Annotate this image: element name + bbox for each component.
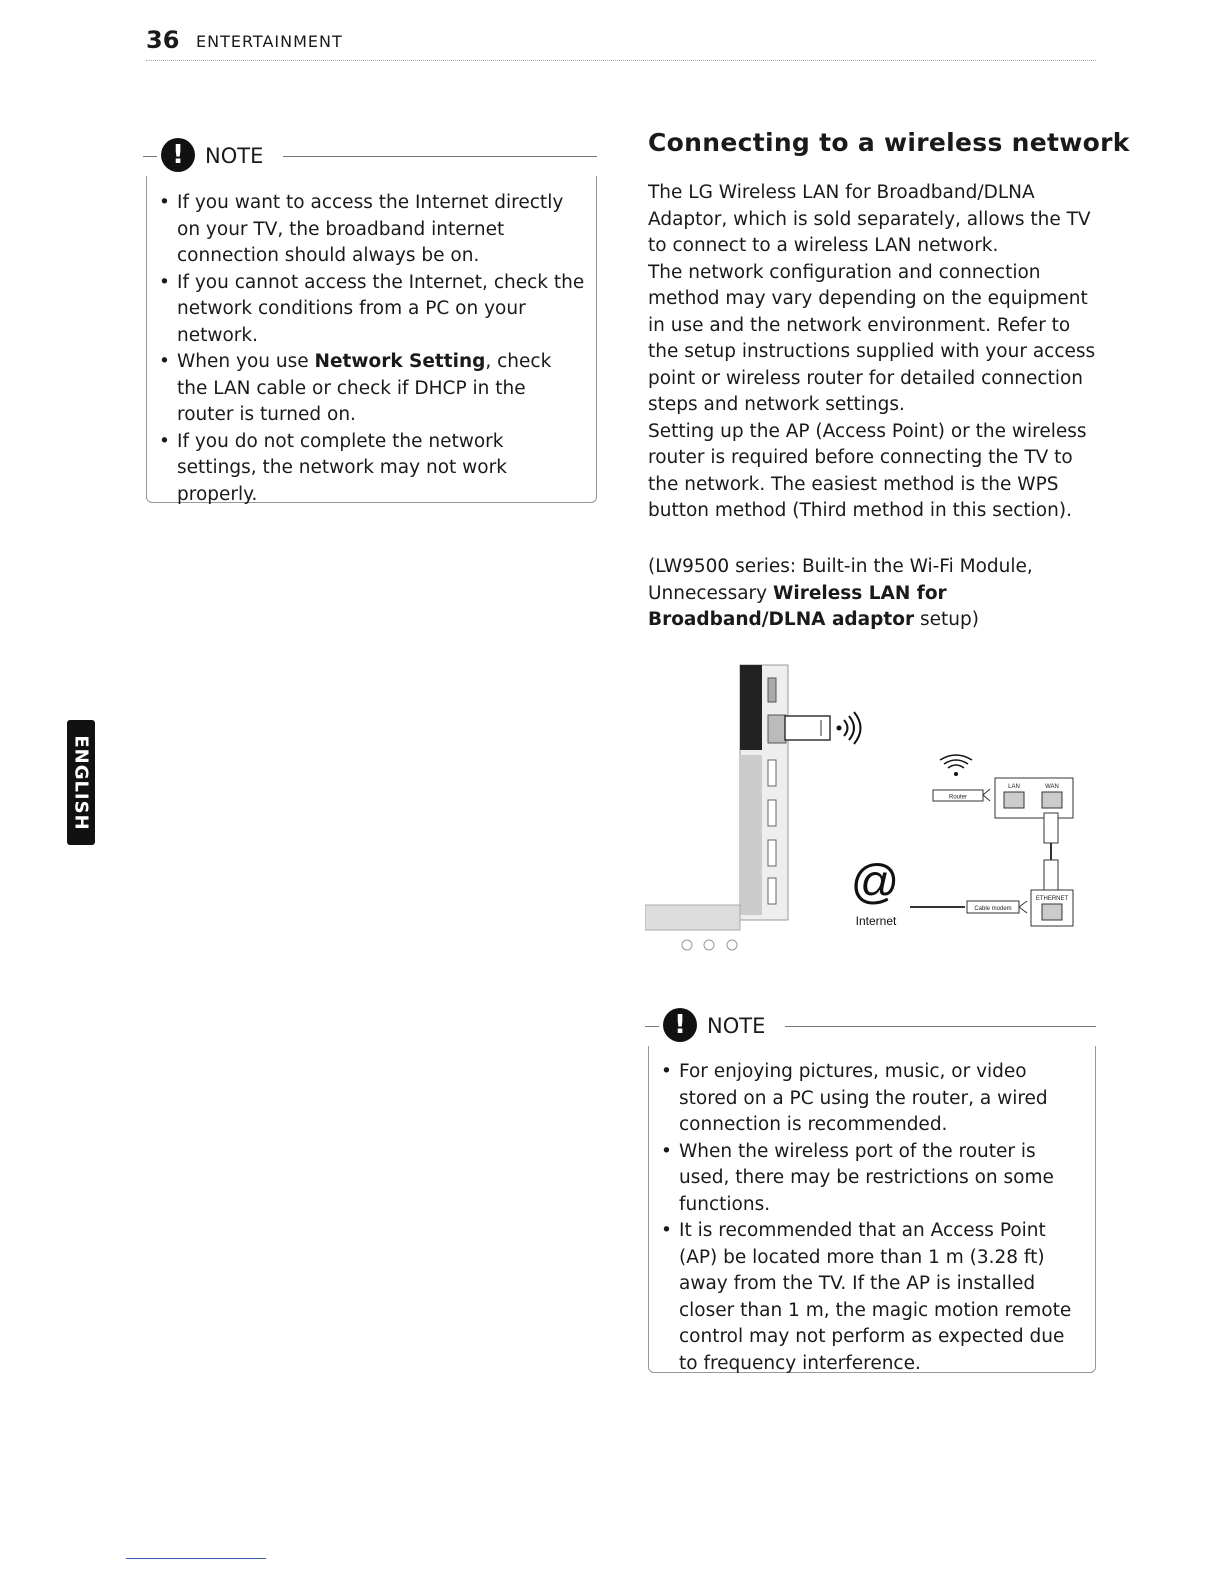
list-item: • If you do not complete the network settings, the network may not work properly. xyxy=(147,429,586,509)
internet-label: Internet xyxy=(855,914,897,928)
cable-modem-label: Cable modem xyxy=(974,906,1012,912)
note-label: NOTE xyxy=(205,144,264,168)
lan-label: LAN xyxy=(1008,784,1020,790)
note-box-left xyxy=(146,140,597,505)
note-list xyxy=(147,190,596,508)
series-note: (LW9500 series: Built-in the Wi-Fi Module, Unnecessary Wireless LAN for Broadband/DLNA adaptor setup) xyxy=(648,556,1033,630)
router-label: Router xyxy=(948,794,968,801)
note-header xyxy=(645,1010,1096,1046)
router-wifi-icon xyxy=(940,755,972,776)
section-title: Connecting to a wireless network xyxy=(648,128,1130,157)
page-number: 36 xyxy=(146,26,180,54)
language-tab xyxy=(67,720,95,845)
language-tab-label: ENGLISH xyxy=(70,734,92,831)
ethernet-label: ETHERNET xyxy=(1035,896,1069,902)
wifi-adaptor xyxy=(785,712,861,744)
network-setting-term: Network Setting xyxy=(314,351,486,372)
list-item: • If you want to access the Internet directly on your TV, the broadband internet connection should always be on. xyxy=(147,190,586,270)
list-item: • If you cannot access the Internet, check the network conditions from a PC on your network. xyxy=(147,270,586,350)
page-header xyxy=(146,26,1096,61)
paragraph: The LG Wireless LAN for Broadband/DLNA Adaptor, which is sold separately, allows the TV to connect to a wireless LAN network. xyxy=(648,182,1091,256)
list-item: • For enjoying pictures, music, or video stored on a PC using the router, a wired connection is recommended. xyxy=(649,1059,1079,1139)
note-list xyxy=(649,1059,1095,1377)
list-item: • It is recommended that an Access Point (AP) be located more than 1 m (3.28 ft) away from the TV. If the AP is installed closer than 1 m, the magic motion remote control may not perform as expected due to frequency interference. xyxy=(649,1218,1079,1377)
tv-back-panel xyxy=(645,665,788,950)
note-box-right xyxy=(648,1010,1096,1374)
paragraph: Setting up the AP (Access Point) or the wireless router is required before connecting the TV to the network. The easiest method is the WPS button method (Third method in this section). xyxy=(648,420,1087,521)
internet-at-icon: @ xyxy=(850,856,900,909)
section-name: ENTERTAINMENT xyxy=(196,32,343,51)
warning-icon: ! xyxy=(663,1008,697,1042)
warning-icon: ! xyxy=(161,138,195,172)
note-label: NOTE xyxy=(707,1014,766,1038)
section-body xyxy=(648,180,1098,525)
footer-rule xyxy=(126,1558,266,1559)
list-item: • When the wireless port of the router is used, there may be restrictions on some functions. xyxy=(649,1139,1079,1219)
wan-label: WAN xyxy=(1045,784,1059,790)
paragraph: The network configuration and connection method may vary depending on the equipment in use and the network environment. Refer to the setup instructions supplied with your access point or wireless router for detailed connection steps and network settings. xyxy=(648,261,1096,415)
adaptor-term: Wireless LAN for Broadband/DLNA adaptor xyxy=(648,582,947,630)
network-diagram xyxy=(645,650,1075,965)
list-item: • When you use Network Setting, check the LAN cable or check if DHCP in the router is turned on. xyxy=(147,349,586,429)
note-header xyxy=(143,140,597,176)
